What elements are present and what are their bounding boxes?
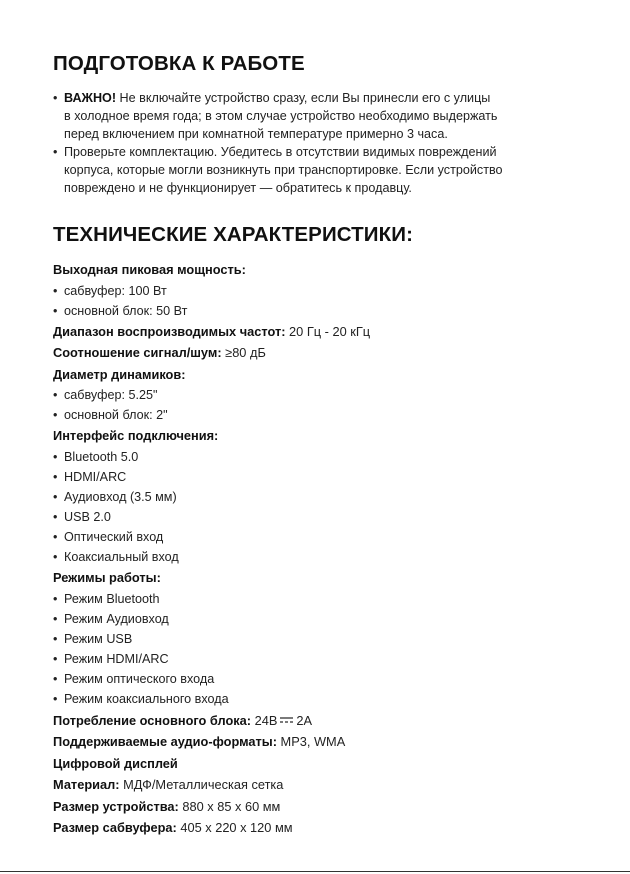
manual-page <box>53 52 573 839</box>
spec-value: МДФ/Металлическая сетка <box>119 777 284 792</box>
spec-label: Цифровой дисплей <box>53 755 178 771</box>
spec-label: Выходная пиковая мощность: <box>53 262 246 277</box>
spec-label: Режимы работы: <box>53 570 161 586</box>
spec-value: 405 х 220 х 120 мм <box>176 820 293 835</box>
spec-label: Поддерживаемые аудио-форматы: <box>53 734 277 749</box>
spec-item: • основной блок: 2" <box>53 405 573 425</box>
spec-modes <box>53 567 573 709</box>
preparation-text: Проверьте комплектацию. Убедитесь в отсутствии видимых повреждений <box>64 145 497 159</box>
spec-item: • Аудиовход (3.5 мм) <box>53 487 573 507</box>
spec-interface <box>53 425 573 567</box>
preparation-text: повреждено и не функционирует — обратитесь к продавцу. <box>64 181 412 195</box>
spec-sub-size <box>53 817 573 839</box>
spec-label: Размер сабвуфера: <box>53 820 177 835</box>
spec-item: • Коаксиальный вход <box>53 547 573 567</box>
spec-item: • HDMI/ARC <box>53 467 573 487</box>
spec-item: • Режим Bluetooth <box>53 589 573 609</box>
spec-item: • Оптический вход <box>53 527 573 547</box>
spec-label: Потребление основного блока: <box>53 712 252 728</box>
spec-peak-power <box>53 259 573 321</box>
spec-label: Диапазон воспроизводимых частот: <box>53 323 286 339</box>
spec-device-size <box>53 796 573 818</box>
spec-frequency <box>53 321 573 343</box>
preparation-text: корпуса, которые могли возникнуть при транспортировке. Если устройство <box>64 163 503 177</box>
page-bottom-rule <box>0 871 630 872</box>
spec-consumption <box>53 710 573 732</box>
spec-material <box>53 774 573 796</box>
spec-item: • Режим оптического входа <box>53 669 573 689</box>
spec-value: MP3, WMA <box>276 734 346 749</box>
dc-current-icon <box>280 717 293 723</box>
spec-item: • основной блок: 50 Вт <box>53 301 573 321</box>
spec-item: • USB 2.0 <box>53 507 573 527</box>
important-label: ВАЖНО! <box>64 91 117 105</box>
preparation-list <box>53 89 573 197</box>
spec-item: • Режим Аудиовход <box>53 609 573 629</box>
spec-label: Интерфейс подключения: <box>53 428 219 444</box>
spec-snr <box>53 342 573 364</box>
spec-value: 20 Гц - 20 кГц <box>285 323 371 339</box>
spec-item: • Bluetooth 5.0 <box>53 447 573 467</box>
spec-value: 2А <box>296 712 313 728</box>
spec-item: • Режим коаксиального входа <box>53 689 573 709</box>
spec-label: Размер устройства: <box>53 798 179 814</box>
spec-display <box>53 753 573 775</box>
spec-item: • сабвуфер: 100 Вт <box>53 281 573 301</box>
spec-speaker-diameter <box>53 364 573 426</box>
spec-item: • Режим USB <box>53 629 573 649</box>
preparation-item-check <box>53 143 573 197</box>
preparation-item-important <box>53 89 573 143</box>
preparation-text: в холодное время года; в этом случае устройство необходимо выдержать <box>64 109 498 123</box>
spec-label: Диаметр динамиков: <box>53 366 186 382</box>
spec-label: Материал: <box>53 777 120 792</box>
preparation-text: перед включением при комнатной температуре примерно 3 часа. <box>64 127 448 141</box>
specs-heading: ТЕХНИЧЕСКИЕ ХАРАКТЕРИСТИКИ: <box>53 223 414 246</box>
preparation-heading: ПОДГОТОВКА К РАБОТЕ <box>53 52 305 75</box>
spec-item: • сабвуфер: 5.25" <box>53 385 573 405</box>
spec-audio-formats <box>53 731 573 753</box>
spec-value: 880 х 85 х 60 мм <box>178 798 281 814</box>
preparation-text: Не включайте устройство сразу, если Вы принесли его с улицы <box>116 91 491 105</box>
spec-item: • Режим HDMI/ARC <box>53 649 573 669</box>
spec-value: 24В <box>251 712 278 728</box>
spec-value: ≥80 дБ <box>221 345 266 361</box>
spec-label: Соотношение сигнал/шум: <box>53 345 222 361</box>
